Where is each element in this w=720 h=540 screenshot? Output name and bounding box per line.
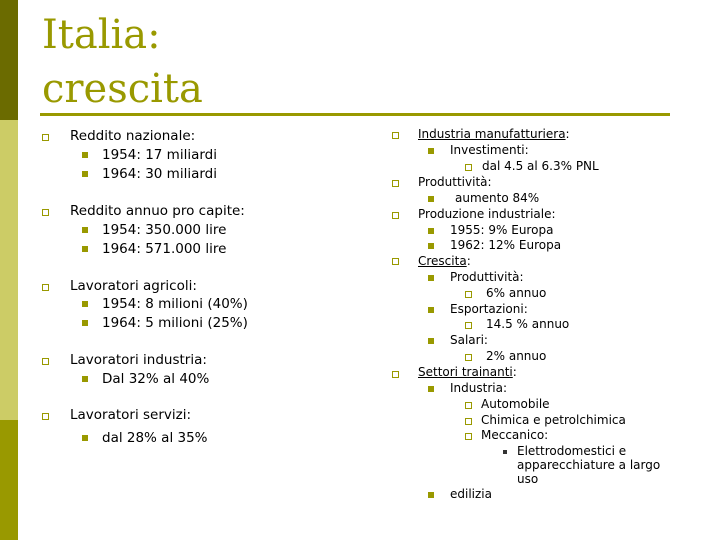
filled-bullet-icon [428, 307, 434, 313]
square-bullet-icon [465, 433, 472, 440]
right-sub-item: Salari: [450, 333, 488, 347]
small-square-bullet-icon [503, 450, 507, 454]
left-sub-item: 1964: 571.000 lire [102, 241, 227, 257]
square-bullet-icon [465, 322, 472, 329]
right-subsub-item: Automobile [481, 397, 550, 411]
left-sub-item: Dal 32% al 40% [102, 371, 210, 387]
right-item-crescita [418, 254, 471, 268]
square-bullet-icon [392, 371, 399, 378]
filled-bullet-icon [428, 228, 434, 234]
right-sub-item: 1962: 12% Europa [450, 238, 562, 252]
left-item-label: Lavoratori servizi: [70, 407, 192, 423]
right-sub-item: aumento 84% [455, 191, 540, 205]
left-sub-item: 1964: 30 miliardi [102, 166, 217, 182]
left-sub-item: dal 28% al 35% [102, 430, 208, 446]
filled-bullet-icon [428, 492, 434, 498]
title-line-2: crescita [42, 66, 203, 112]
square-bullet-icon [465, 402, 472, 409]
left-item-label: Lavoratori agricoli: [70, 278, 197, 294]
right-level4-item: Elettrodomestici e [517, 444, 627, 458]
square-bullet-icon [465, 418, 472, 425]
left-sub-item: 1954: 17 miliardi [102, 147, 217, 163]
right-sub-item: edilizia [450, 487, 492, 501]
right-level4-item: apparecchiature a largo [517, 458, 661, 472]
left-sub-item: 1954: 8 milioni (40%) [102, 296, 248, 312]
left-sub-item: 1964: 5 milioni (25%) [102, 315, 248, 331]
right-sub-item: Investimenti: [450, 143, 529, 157]
left-item-label: Lavoratori industria: [70, 352, 207, 368]
filled-bullet-icon [428, 148, 434, 154]
left-sub-item: 1954: 350.000 lire [102, 222, 227, 238]
filled-bullet-icon [428, 275, 434, 281]
right-sub-item: Esportazioni: [450, 302, 528, 316]
title-line-1: Italia: [42, 12, 161, 58]
filled-bullet-icon [428, 386, 434, 392]
square-bullet-icon [392, 180, 399, 187]
square-bullet-icon [465, 291, 472, 298]
filled-bullet-icon [428, 338, 434, 344]
right-subsub-item: 6% annuo [486, 286, 547, 300]
right-item-produttivita: Produttività: [418, 175, 492, 189]
crescita-label: Crescita [418, 254, 467, 268]
right-item-industria [418, 127, 570, 141]
square-bullet-icon [465, 164, 472, 171]
right-subsub-item: Meccanico: [481, 428, 549, 442]
settori-label: Settori trainanti [418, 365, 513, 379]
industria-label: Industria manufatturiera [418, 127, 566, 141]
colon: : [565, 127, 570, 141]
right-sub-item: Industria: [450, 381, 507, 395]
right-level4-item: uso [517, 472, 539, 486]
right-subsub-item: Chimica e petrolchimica [481, 413, 626, 427]
square-bullet-icon [392, 258, 399, 265]
right-item-produzione: Produzione industriale: [418, 207, 556, 221]
right-subsub-item: 2% annuo [486, 349, 547, 363]
filled-bullet-icon [428, 196, 434, 202]
left-item-label: Reddito nazionale: [70, 128, 196, 144]
colon: : [466, 254, 471, 268]
right-item-settori [418, 365, 517, 379]
square-bullet-icon [465, 354, 472, 361]
right-subsub-item: dal 4.5 al 6.3% PNL [482, 159, 599, 173]
square-bullet-icon [392, 132, 399, 139]
right-subsub-item: 14.5 % annuo [486, 317, 570, 331]
left-item-label: Reddito annuo pro capite: [70, 203, 245, 219]
right-sub-item: 1955: 9% Europa [450, 223, 554, 237]
filled-bullet-icon [428, 243, 434, 249]
square-bullet-icon [392, 212, 399, 219]
colon: : [512, 365, 517, 379]
right-sub-item: Produttività: [450, 270, 524, 284]
